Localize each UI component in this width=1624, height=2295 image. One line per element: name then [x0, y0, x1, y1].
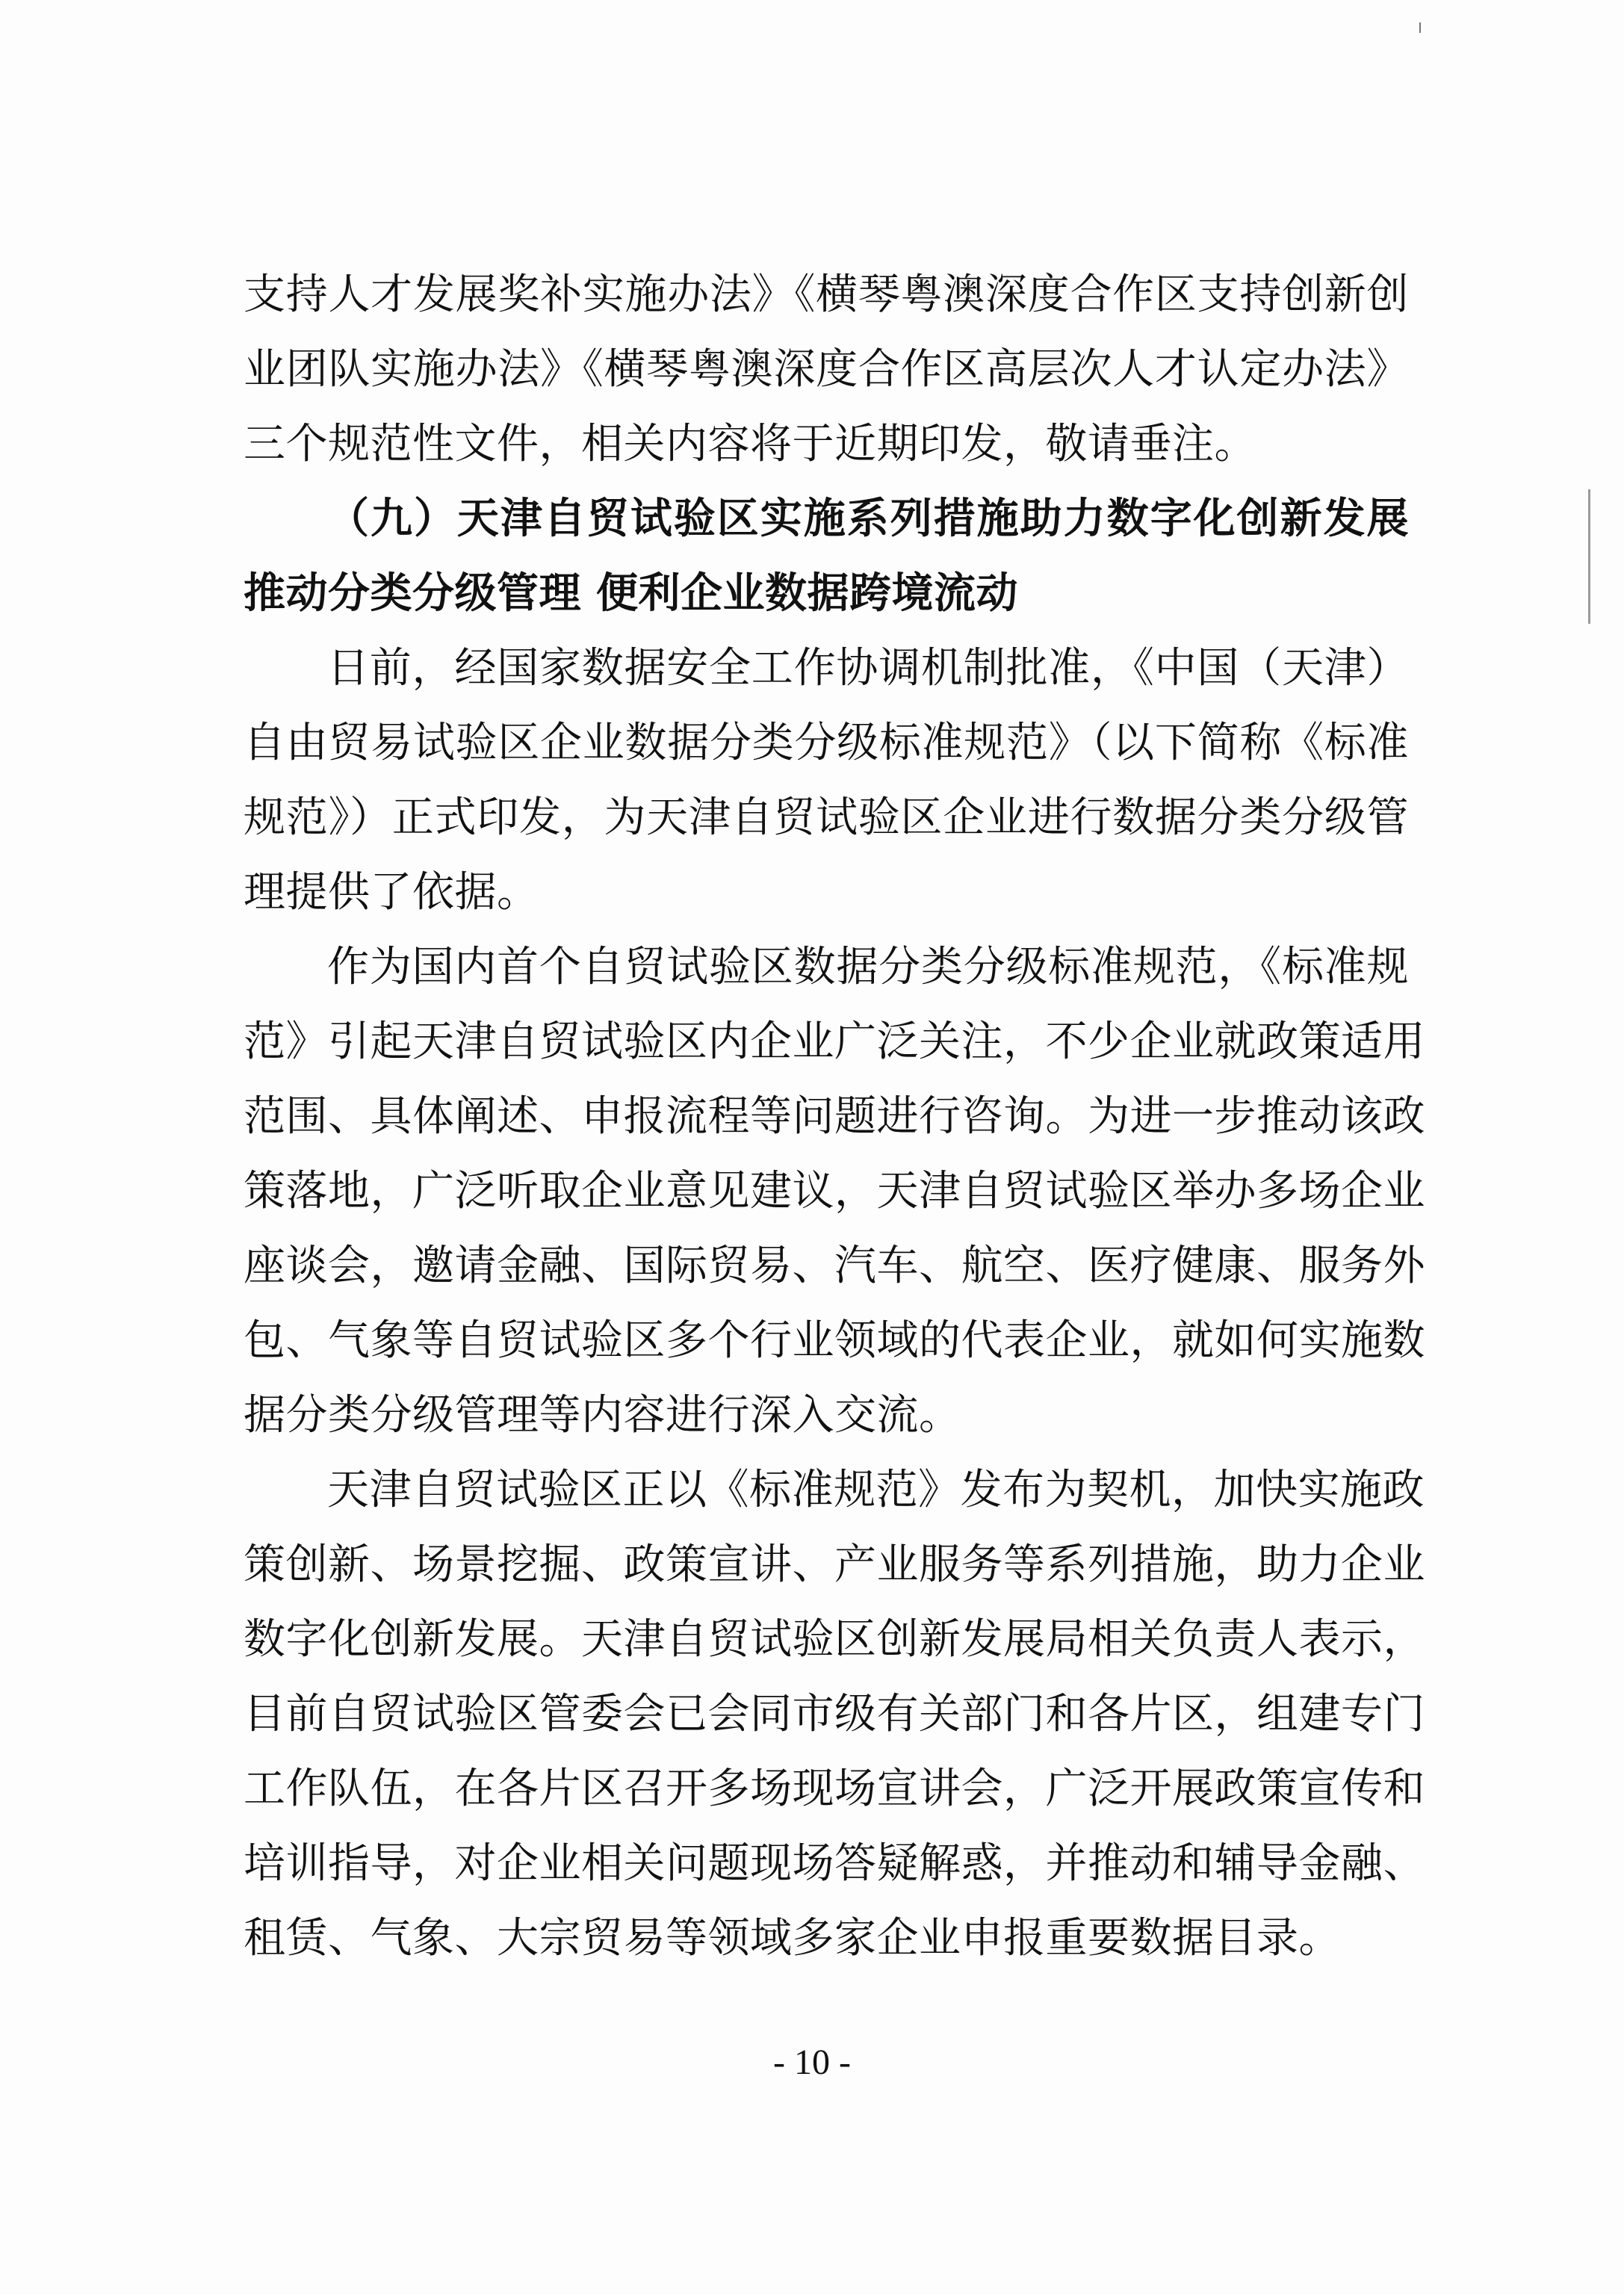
text-line: 培训指导，对企业相关问题现场答疑解惑，并推动和辅导金融、 [244, 1839, 1425, 1888]
section-heading-line: （九）天津自贸试验区实施系列措施助力数字化创新发展 [327, 495, 1409, 543]
paragraph-first-line: 作为国内首个自贸试验区数据分类分级标准规范，《标准规 [327, 943, 1409, 991]
text-line: 支持人才发展奖补实施办法》《横琴粤澳深度合作区支持创新创 [244, 270, 1409, 319]
text-line: 自由贸易试验区企业数据分类分级标准规范》（以下简称《标准 [244, 719, 1409, 767]
text-line: 工作队伍，在各片区召开多场现场宣讲会，广泛开展政策宣传和 [244, 1765, 1425, 1813]
page-number: - 10 - [773, 2042, 851, 2082]
text-line: 目前自贸试验区管委会已会同市级有关部门和各片区，组建专门 [244, 1690, 1425, 1738]
text-line: 包、气象等自贸试验区多个行业领域的代表企业，就如何实施数 [244, 1316, 1425, 1365]
paragraph-first-line: 日前，经国家数据安全工作协调机制批准，《中国（天津） [327, 644, 1409, 693]
text-line: 规范》）正式印发，为天津自贸试验区企业进行数据分类分级管 [244, 793, 1409, 842]
text-line: 三个规范性文件，相关内容将于近期印发，敬请垂注。 [244, 420, 1256, 468]
scan-edge-mark [1588, 489, 1590, 624]
scan-speck [1419, 22, 1421, 33]
text-line: 范围、具体阐述、申报流程等问题进行咨询。为进一步推动该政 [244, 1092, 1425, 1141]
text-line: 策落地，广泛听取企业意见建议，天津自贸试验区举办多场企业 [244, 1167, 1425, 1215]
text-line: 理提供了依据。 [244, 868, 539, 917]
body-text [244, 258, 1425, 1976]
text-line: 范》引起天津自贸试验区内企业广泛关注，不少企业就政策适用 [244, 1018, 1425, 1066]
section-heading-line: 推动分类分级管理 便利企业数据跨境流动 [244, 569, 1018, 618]
text-line: 业团队实施办法》《横琴粤澳深度合作区高层次人才认定办法》 [244, 345, 1409, 394]
text-line: 据分类分级管理等内容进行深入交流。 [244, 1391, 961, 1440]
paragraph-first-line: 天津自贸试验区正以《标准规范》发布为契机，加快实施政 [327, 1466, 1425, 1514]
text-line: 座谈会，邀请金融、国际贸易、汽车、航空、医疗健康、服务外 [244, 1242, 1425, 1290]
text-line: 策创新、场景挖掘、政策宣讲、产业服务等系列措施，助力企业 [244, 1540, 1425, 1589]
text-line: 租赁、气象、大宗贸易等领域多家企业申报重要数据目录。 [244, 1914, 1341, 1963]
text-line: 数字化创新发展。天津自贸试验区创新发展局相关负责人表示， [244, 1615, 1425, 1664]
